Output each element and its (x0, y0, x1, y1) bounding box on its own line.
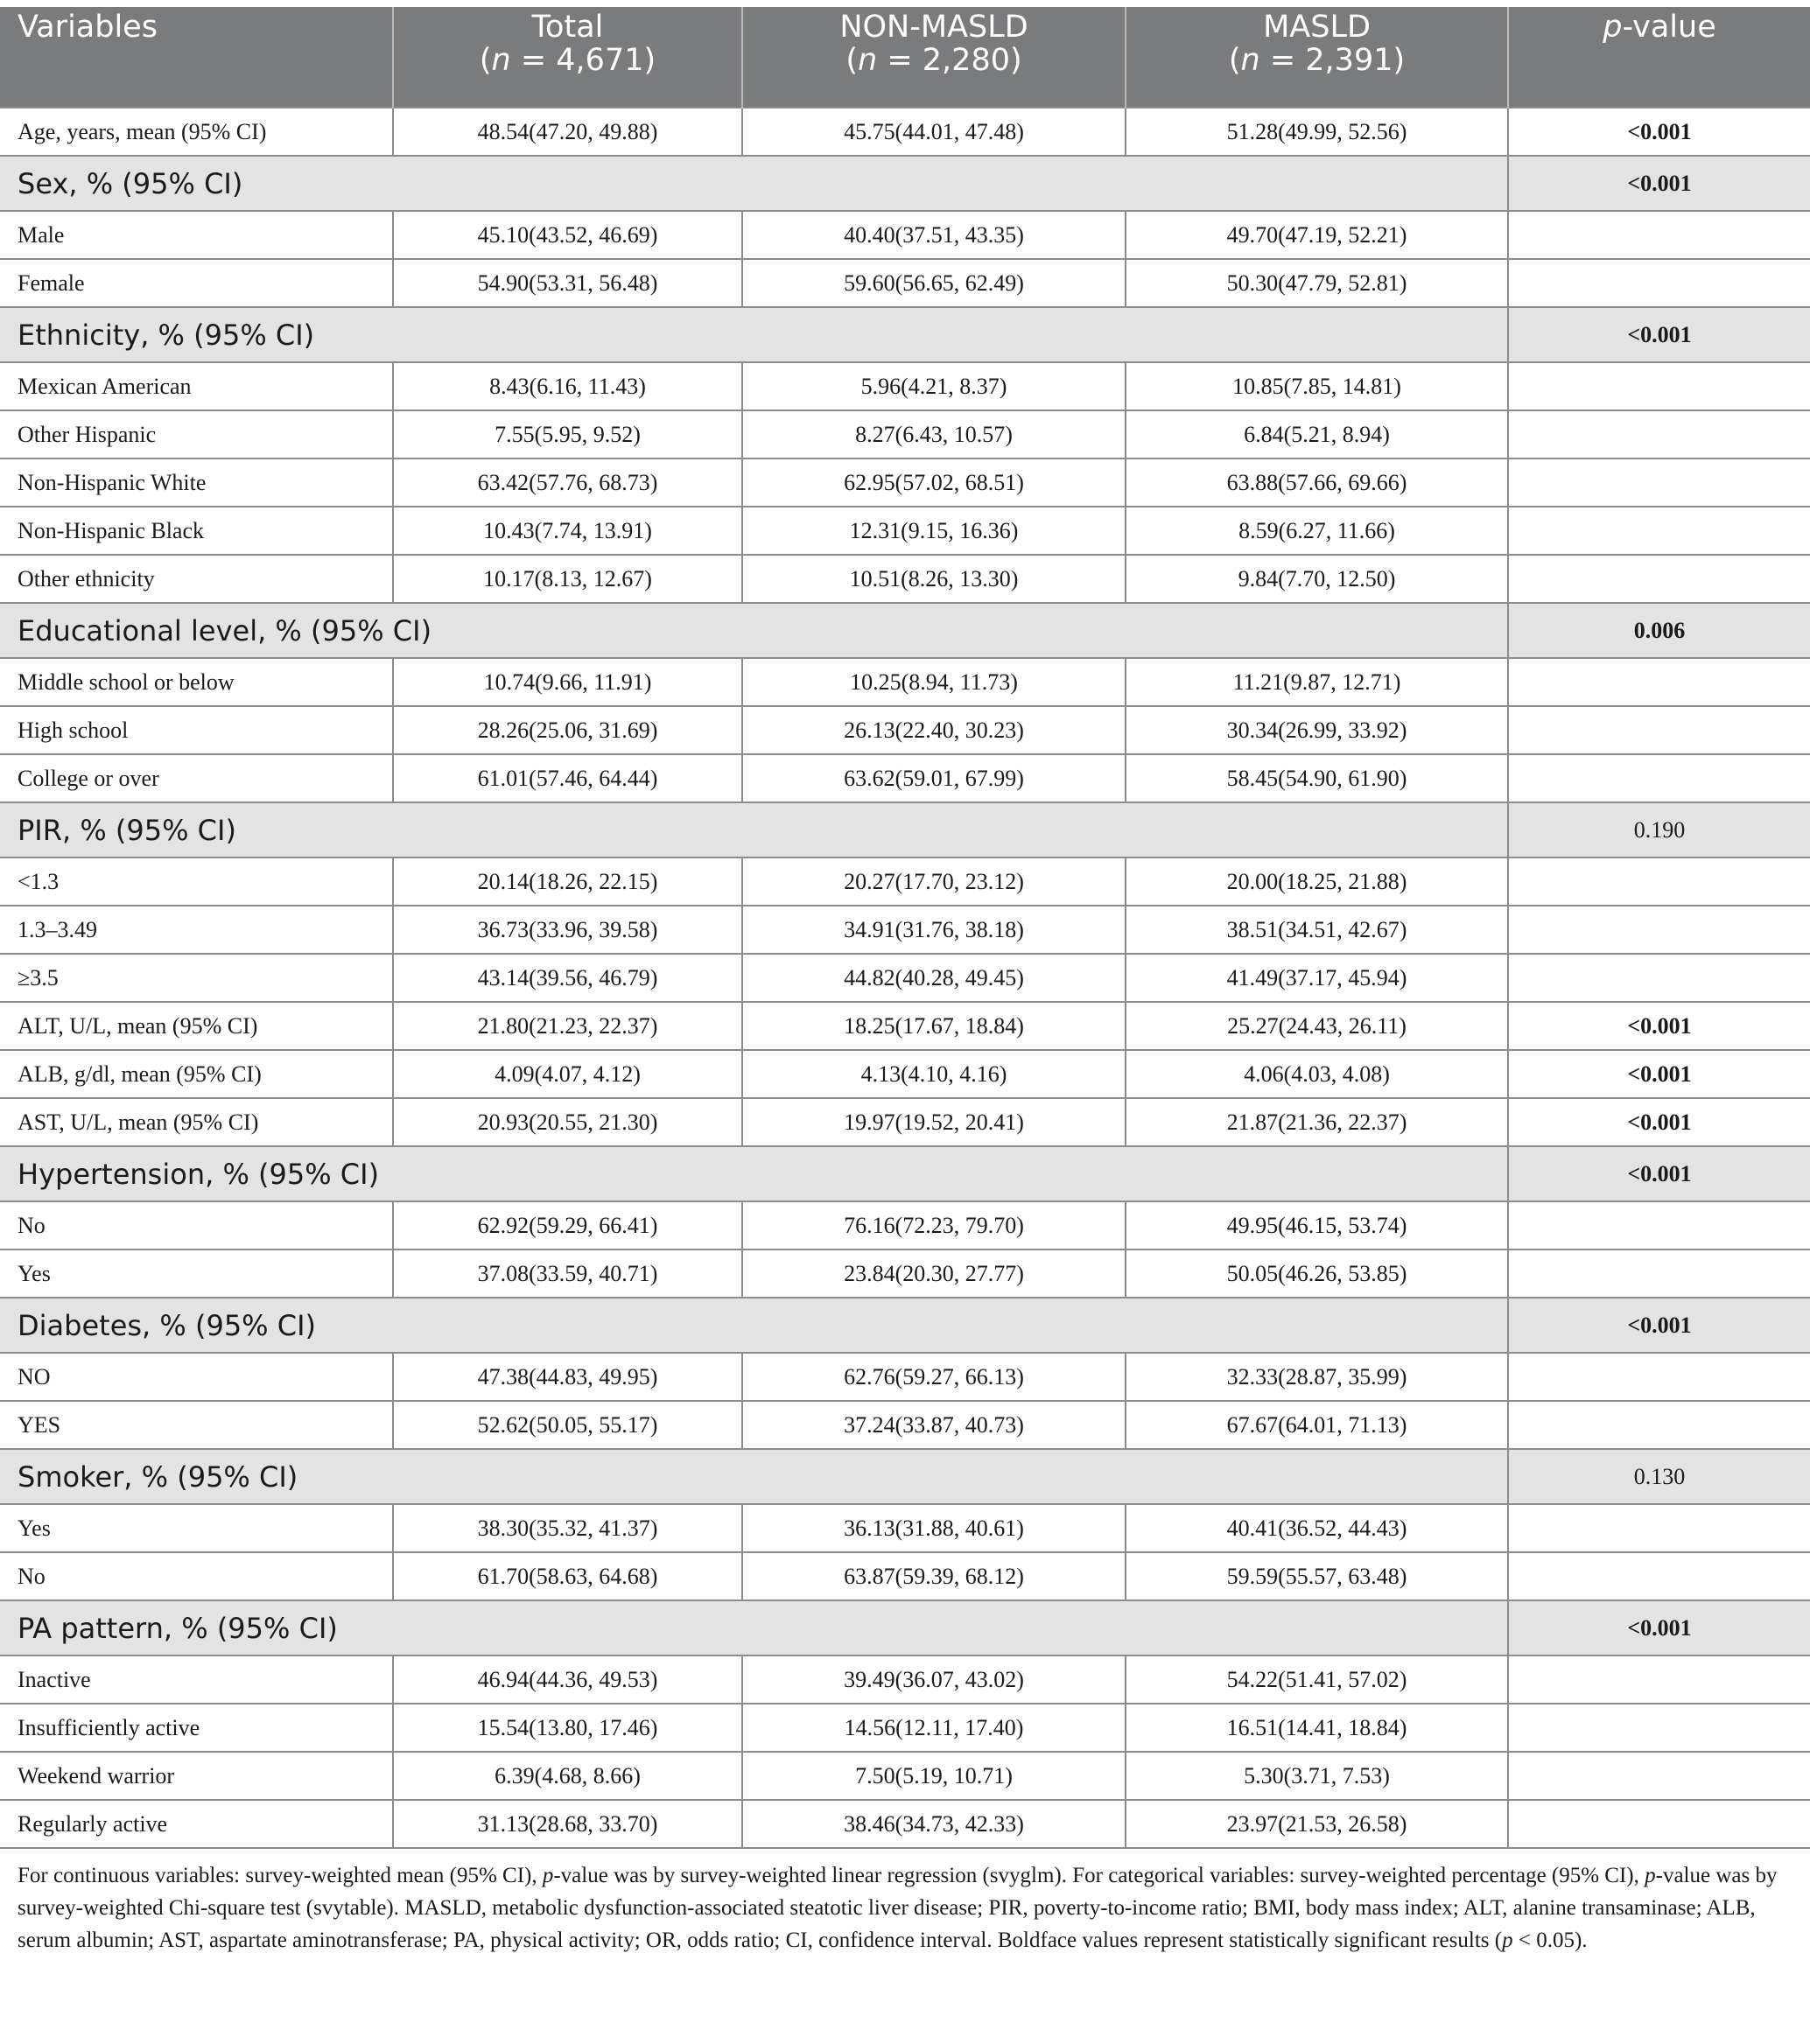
non-masld-cell: 45.75(44.01, 47.48) (742, 108, 1126, 156)
p-value-cell (1508, 458, 1810, 507)
table-row (0, 507, 1810, 555)
total-cell: 8.43(6.16, 11.43) (393, 362, 742, 410)
p-value-cell: <0.001 (1508, 1298, 1810, 1353)
masld-cell: 6.84(5.21, 8.94) (1126, 410, 1508, 458)
variable-cell: AST, U/L, mean (95% CI) (0, 1098, 393, 1146)
variable-cell: Male (0, 211, 393, 259)
masld-cell: 20.00(18.25, 21.88) (1126, 858, 1508, 906)
variable-cell: No (0, 1552, 393, 1600)
baseline-characteristics-table (0, 7, 1810, 1849)
table-row (0, 458, 1810, 507)
table-row (0, 906, 1810, 954)
total-cell: 20.14(18.26, 22.15) (393, 858, 742, 906)
total-cell: 62.92(59.29, 66.41) (393, 1201, 742, 1250)
variable-cell: Female (0, 259, 393, 307)
masld-cell: 41.49(37.17, 45.94) (1126, 954, 1508, 1002)
variable-cell: Insufficiently active (0, 1704, 393, 1752)
variable-cell: Yes (0, 1504, 393, 1552)
table-row (0, 1752, 1810, 1800)
variable-cell: Weekend warrior (0, 1752, 393, 1800)
total-cell: 37.08(33.59, 40.71) (393, 1250, 742, 1298)
p-value-cell (1508, 1800, 1810, 1848)
table-row (0, 1656, 1810, 1704)
variable-cell: Other Hispanic (0, 410, 393, 458)
p-value-cell (1508, 362, 1810, 410)
non-masld-cell: 39.49(36.07, 43.02) (742, 1656, 1126, 1704)
masld-cell: 51.28(49.99, 52.56) (1126, 108, 1508, 156)
total-cell: 15.54(13.80, 17.46) (393, 1704, 742, 1752)
p-value-cell (1508, 410, 1810, 458)
total-cell: 10.17(8.13, 12.67) (393, 555, 742, 603)
total-cell: 4.09(4.07, 4.12) (393, 1050, 742, 1098)
table-row (0, 1050, 1810, 1098)
variable-cell: NO (0, 1353, 393, 1401)
p-value-cell: <0.001 (1508, 1050, 1810, 1098)
total-cell: 28.26(25.06, 31.69) (393, 706, 742, 754)
table-container (0, 7, 1810, 1956)
masld-cell: 25.27(24.43, 26.11) (1126, 1002, 1508, 1050)
masld-cell: 63.88(57.66, 69.66) (1126, 458, 1508, 507)
total-cell: 47.38(44.83, 49.95) (393, 1353, 742, 1401)
total-cell: 61.01(57.46, 64.44) (393, 754, 742, 802)
variable-cell: ALT, U/L, mean (95% CI) (0, 1002, 393, 1050)
table-row (0, 259, 1810, 307)
p-value-cell: <0.001 (1508, 1002, 1810, 1050)
non-masld-cell: 59.60(56.65, 62.49) (742, 259, 1126, 307)
table-row (0, 108, 1810, 156)
non-masld-cell: 37.24(33.87, 40.73) (742, 1401, 1126, 1449)
p-value-cell (1508, 1504, 1810, 1552)
p-value-cell (1508, 658, 1810, 706)
masld-cell: 32.33(28.87, 35.99) (1126, 1353, 1508, 1401)
header-p-value: p-value (1508, 7, 1810, 108)
non-masld-cell: 18.25(17.67, 18.84) (742, 1002, 1126, 1050)
variable-cell: Regularly active (0, 1800, 393, 1848)
table-row (0, 410, 1810, 458)
p-value-cell (1508, 954, 1810, 1002)
masld-cell: 9.84(7.70, 12.50) (1126, 555, 1508, 603)
table-row (0, 1704, 1810, 1752)
table-row (0, 1401, 1810, 1449)
section-label: Hypertension, % (95% CI) (0, 1146, 1508, 1201)
header-masld-label: MASLD (1263, 10, 1371, 45)
table-row (0, 754, 1810, 802)
p-value-cell: <0.001 (1508, 1098, 1810, 1146)
p-value-cell: <0.001 (1508, 1600, 1810, 1656)
variable-cell: Age, years, mean (95% CI) (0, 108, 393, 156)
table-row (0, 658, 1810, 706)
variable-cell: Non-Hispanic White (0, 458, 393, 507)
total-cell: 21.80(21.23, 22.37) (393, 1002, 742, 1050)
variable-cell: Inactive (0, 1656, 393, 1704)
non-masld-cell: 20.27(17.70, 23.12) (742, 858, 1126, 906)
non-masld-cell: 12.31(9.15, 16.36) (742, 507, 1126, 555)
variable-cell: <1.3 (0, 858, 393, 906)
non-masld-cell: 10.25(8.94, 11.73) (742, 658, 1126, 706)
header-non-masld-label: NON-MASLD (839, 10, 1028, 45)
masld-cell: 10.85(7.85, 14.81) (1126, 362, 1508, 410)
section-label: PA pattern, % (95% CI) (0, 1600, 1508, 1656)
total-cell: 54.90(53.31, 56.48) (393, 259, 742, 307)
total-cell: 48.54(47.20, 49.88) (393, 108, 742, 156)
p-value-cell: 0.190 (1508, 802, 1810, 858)
p-value-cell (1508, 1201, 1810, 1250)
total-cell: 36.73(33.96, 39.58) (393, 906, 742, 954)
table-row (0, 1504, 1810, 1552)
non-masld-cell: 44.82(40.28, 49.45) (742, 954, 1126, 1002)
non-masld-cell: 8.27(6.43, 10.57) (742, 410, 1126, 458)
variable-cell: College or over (0, 754, 393, 802)
variable-cell: Non-Hispanic Black (0, 507, 393, 555)
variable-cell: 1.3–3.49 (0, 906, 393, 954)
header-total-label: Total (531, 10, 604, 45)
non-masld-cell: 5.96(4.21, 8.37) (742, 362, 1126, 410)
p-value-cell: <0.001 (1508, 307, 1810, 362)
non-masld-cell: 34.91(31.76, 38.18) (742, 906, 1126, 954)
p-value-cell (1508, 1401, 1810, 1449)
non-masld-cell: 14.56(12.11, 17.40) (742, 1704, 1126, 1752)
variable-cell: Other ethnicity (0, 555, 393, 603)
p-value-cell: <0.001 (1508, 156, 1810, 211)
table-row (0, 1353, 1810, 1401)
p-value-cell (1508, 754, 1810, 802)
masld-cell: 67.67(64.01, 71.13) (1126, 1401, 1508, 1449)
p-value-cell (1508, 507, 1810, 555)
masld-cell: 11.21(9.87, 12.71) (1126, 658, 1508, 706)
variable-cell: YES (0, 1401, 393, 1449)
section-label: PIR, % (95% CI) (0, 802, 1508, 858)
variable-cell: ALB, g/dl, mean (95% CI) (0, 1050, 393, 1098)
table-section-row (0, 1600, 1810, 1656)
total-cell: 38.30(35.32, 41.37) (393, 1504, 742, 1552)
p-value-cell (1508, 1552, 1810, 1600)
variable-cell: High school (0, 706, 393, 754)
masld-cell: 4.06(4.03, 4.08) (1126, 1050, 1508, 1098)
masld-cell: 5.30(3.71, 7.53) (1126, 1752, 1508, 1800)
variable-cell: Yes (0, 1250, 393, 1298)
non-masld-cell: 62.76(59.27, 66.13) (742, 1353, 1126, 1401)
p-value-cell (1508, 555, 1810, 603)
table-row (0, 211, 1810, 259)
masld-cell: 49.95(46.15, 53.74) (1126, 1201, 1508, 1250)
table-section-row (0, 156, 1810, 211)
header-non-masld (742, 7, 1126, 108)
p-value-cell (1508, 1353, 1810, 1401)
non-masld-cell: 4.13(4.10, 4.16) (742, 1050, 1126, 1098)
p-value-cell (1508, 259, 1810, 307)
p-value-cell (1508, 906, 1810, 954)
p-value-cell (1508, 1250, 1810, 1298)
total-cell: 6.39(4.68, 8.66) (393, 1752, 742, 1800)
p-value-cell: 0.130 (1508, 1449, 1810, 1504)
header-total (393, 7, 742, 108)
variable-cell: No (0, 1201, 393, 1250)
masld-cell: 50.30(47.79, 52.81) (1126, 259, 1508, 307)
p-value-cell (1508, 706, 1810, 754)
header-total-n: (n = 4,671) (479, 43, 656, 78)
non-masld-cell: 63.87(59.39, 68.12) (742, 1552, 1126, 1600)
section-label: Smoker, % (95% CI) (0, 1449, 1508, 1504)
masld-cell: 58.45(54.90, 61.90) (1126, 754, 1508, 802)
table-row (0, 706, 1810, 754)
table-header-row (0, 7, 1810, 108)
p-value-cell (1508, 1656, 1810, 1704)
table-row (0, 555, 1810, 603)
table-row (0, 1098, 1810, 1146)
masld-cell: 49.70(47.19, 52.21) (1126, 211, 1508, 259)
table-row (0, 858, 1810, 906)
table-row (0, 1201, 1810, 1250)
table-row (0, 1002, 1810, 1050)
table-row (0, 1250, 1810, 1298)
non-masld-cell: 7.50(5.19, 10.71) (742, 1752, 1126, 1800)
total-cell: 61.70(58.63, 64.68) (393, 1552, 742, 1600)
header-masld-n: (n = 2,391) (1228, 43, 1406, 78)
header-variables: Variables (0, 7, 393, 108)
table-row (0, 954, 1810, 1002)
total-cell: 45.10(43.52, 46.69) (393, 211, 742, 259)
p-value-cell: <0.001 (1508, 1146, 1810, 1201)
section-label: Sex, % (95% CI) (0, 156, 1508, 211)
masld-cell: 50.05(46.26, 53.85) (1126, 1250, 1508, 1298)
masld-cell: 40.41(36.52, 44.43) (1126, 1504, 1508, 1552)
total-cell: 10.74(9.66, 11.91) (393, 658, 742, 706)
table-section-row (0, 1449, 1810, 1504)
masld-cell: 21.87(21.36, 22.37) (1126, 1098, 1508, 1146)
non-masld-cell: 10.51(8.26, 13.30) (742, 555, 1126, 603)
total-cell: 63.42(57.76, 68.73) (393, 458, 742, 507)
table-section-row (0, 802, 1810, 858)
non-masld-cell: 40.40(37.51, 43.35) (742, 211, 1126, 259)
non-masld-cell: 76.16(72.23, 79.70) (742, 1201, 1126, 1250)
table-section-row (0, 603, 1810, 658)
header-non-masld-n: (n = 2,280) (845, 43, 1022, 78)
total-cell: 46.94(44.36, 49.53) (393, 1656, 742, 1704)
table-row (0, 1800, 1810, 1848)
masld-cell: 23.97(21.53, 26.58) (1126, 1800, 1508, 1848)
variable-cell: Middle school or below (0, 658, 393, 706)
masld-cell: 16.51(14.41, 18.84) (1126, 1704, 1508, 1752)
table-section-row (0, 307, 1810, 362)
total-cell: 7.55(5.95, 9.52) (393, 410, 742, 458)
p-value-cell (1508, 1704, 1810, 1752)
section-label: Educational level, % (95% CI) (0, 603, 1508, 658)
non-masld-cell: 23.84(20.30, 27.77) (742, 1250, 1126, 1298)
table-row (0, 362, 1810, 410)
non-masld-cell: 63.62(59.01, 67.99) (742, 754, 1126, 802)
total-cell: 20.93(20.55, 21.30) (393, 1098, 742, 1146)
p-value-cell (1508, 1752, 1810, 1800)
section-label: Ethnicity, % (95% CI) (0, 307, 1508, 362)
p-value-cell: <0.001 (1508, 108, 1810, 156)
p-value-cell (1508, 211, 1810, 259)
masld-cell: 59.59(55.57, 63.48) (1126, 1552, 1508, 1600)
header-masld (1126, 7, 1508, 108)
variable-cell: Mexican American (0, 362, 393, 410)
masld-cell: 54.22(51.41, 57.02) (1126, 1656, 1508, 1704)
non-masld-cell: 26.13(22.40, 30.23) (742, 706, 1126, 754)
non-masld-cell: 62.95(57.02, 68.51) (742, 458, 1126, 507)
non-masld-cell: 36.13(31.88, 40.61) (742, 1504, 1126, 1552)
p-value-cell: 0.006 (1508, 603, 1810, 658)
p-value-cell (1508, 858, 1810, 906)
table-section-row (0, 1298, 1810, 1353)
masld-cell: 38.51(34.51, 42.67) (1126, 906, 1508, 954)
table-body (0, 108, 1810, 1848)
table-section-row (0, 1146, 1810, 1201)
non-masld-cell: 19.97(19.52, 20.41) (742, 1098, 1126, 1146)
variable-cell: ≥3.5 (0, 954, 393, 1002)
masld-cell: 30.34(26.99, 33.92) (1126, 706, 1508, 754)
section-label: Diabetes, % (95% CI) (0, 1298, 1508, 1353)
total-cell: 31.13(28.68, 33.70) (393, 1800, 742, 1848)
masld-cell: 8.59(6.27, 11.66) (1126, 507, 1508, 555)
total-cell: 10.43(7.74, 13.91) (393, 507, 742, 555)
table-row (0, 1552, 1810, 1600)
total-cell: 52.62(50.05, 55.17) (393, 1401, 742, 1449)
total-cell: 43.14(39.56, 46.79) (393, 954, 742, 1002)
table-footnote: For continuous variables: survey-weighted mean (95% CI), p-value was by survey-weighted linear regression (svyglm). For categorical variables: survey-weighted percentage (95% CI), p-value was by survey-weighted Chi-square test (svytable). MASLD, metabolic dysfunction-associated steatotic liver disease; PIR, poverty-to-income ratio; BMI, body mass index; ALT, alanine transaminase; ALB, serum albumin; AST, aspartate aminotransferase; PA, physical activity; OR, odds ratio; CI, confidence interval. Boldface values represent statistically significant results (p < 0.05). (18, 1864, 1778, 1952)
non-masld-cell: 38.46(34.73, 42.33) (742, 1800, 1126, 1848)
